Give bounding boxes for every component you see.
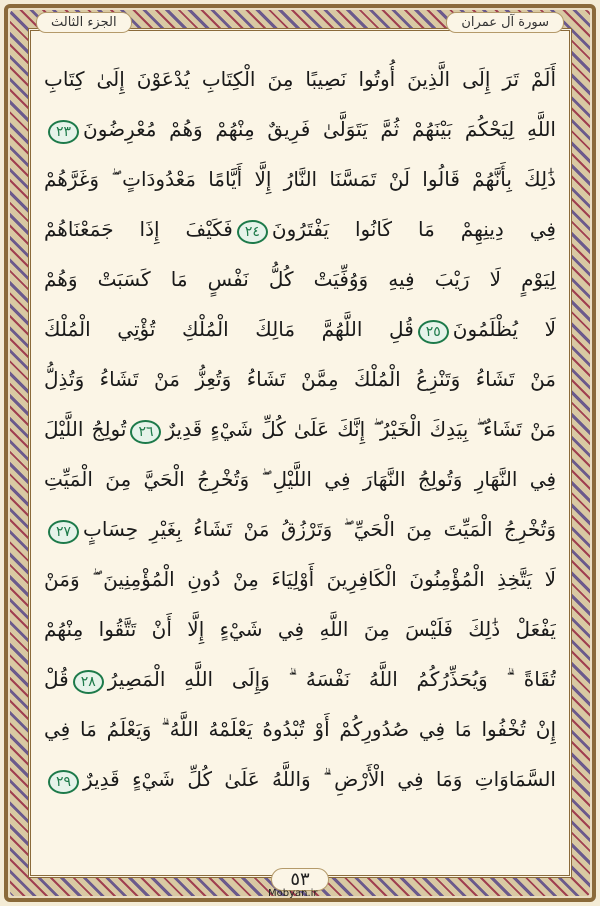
juz-label: الجزء الثالث [36, 12, 132, 33]
verse-text: فِي دِينِهِمْ مَا كَانُوا يَفْتَرُونَ [271, 217, 556, 241]
watermark: Mobyan.ir [268, 888, 318, 899]
text-line-5 [44, 254, 556, 304]
ayah-number-23: ٢٣ [48, 120, 79, 144]
verse-text: وَتُخْرِجُ الْمَيِّتَ مِنَ الْحَيِّ ۖ وَتَرْزُقُ مَنْ تَشَاءُ بِغَيْرِ حِسَابٍ [83, 517, 556, 541]
page-number: ٥٣ [271, 868, 328, 891]
text-line-13 [44, 654, 556, 704]
surah-label: سورة آل عمران [446, 12, 564, 33]
verse-text: فِي النَّهَارِ وَتُولِجُ النَّهَارَ فِي اللَّيْلِ ۖ وَتُخْرِجُ الْحَيَّ مِنَ الْمَيِّتِ [44, 467, 556, 491]
verse-text: تُولِجُ اللَّيْلَ [44, 417, 127, 441]
verse-text: إِنْ تُخْفُوا مَا فِي صُدُورِكُمْ أَوْ تُبْدُوهُ يَعْلَمْهُ اللَّهُ ۗ وَيَعْلَمُ مَا فِي [44, 717, 556, 741]
text-line-8 [44, 404, 556, 454]
text-line-12 [44, 604, 556, 654]
ayah-number-24: ٢٤ [237, 220, 268, 244]
page-header [36, 8, 564, 36]
text-line-9 [44, 454, 556, 504]
verse-text: يَفْعَلْ ذَٰلِكَ فَلَيْسَ مِنَ اللَّهِ فِي شَيْءٍ إِلَّا أَنْ تَتَّقُوا مِنْهُمْ [44, 617, 556, 641]
text-line-6 [44, 304, 556, 354]
verse-text: تُقَاةً ۗ وَيُحَذِّرُكُمُ اللَّهُ نَفْسَهُ ۗ وَإِلَى اللَّهِ الْمَصِيرُ [107, 667, 556, 691]
verse-text: مَنْ تَشَاءُ وَتَنْزِعُ الْمُلْكَ مِمَّنْ تَشَاءُ وَتُعِزُّ مَنْ تَشَاءُ وَتُذِلُّ [44, 367, 556, 391]
verse-text: فَكَيْفَ إِذَا جَمَعْنَاهُمْ [44, 217, 233, 241]
verse-text: لَا يَتَّخِذِ الْمُؤْمِنُونَ الْكَافِرِينَ أَوْلِيَاءَ مِنْ دُونِ الْمُؤْمِنِينَ ۖ وَمَنْ [44, 567, 556, 591]
text-line-4 [44, 204, 556, 254]
verse-text: ذَٰلِكَ بِأَنَّهُمْ قَالُوا لَنْ تَمَسَّنَا النَّارُ إِلَّا أَيَّامًا مَعْدُودَاتٍ ۖ وَغَرَّهُمْ [44, 167, 556, 191]
text-line-14 [44, 704, 556, 754]
text-line-10 [44, 504, 556, 554]
text-line-3 [44, 154, 556, 204]
verse-text: مَنْ تَشَاءُ ۖ بِيَدِكَ الْخَيْرُ ۖ إِنَّكَ عَلَىٰ كُلِّ شَيْءٍ قَدِيرٌ [165, 417, 556, 441]
text-line-15 [44, 754, 556, 804]
ayah-number-29: ٢٩ [48, 770, 79, 794]
ayah-number-25: ٢٥ [418, 320, 449, 344]
text-line-2 [44, 104, 556, 154]
ayah-number-27: ٢٧ [48, 520, 79, 544]
text-line-1 [44, 54, 556, 104]
ayah-number-26: ٢٦ [130, 420, 161, 444]
ayah-number-28: ٢٨ [73, 670, 104, 694]
quran-text [44, 54, 556, 854]
verse-text: قُلْ [44, 667, 69, 691]
verse-text: السَّمَاوَاتِ وَمَا فِي الْأَرْضِ ۗ وَاللَّهُ عَلَىٰ كُلِّ شَيْءٍ قَدِيرٌ [83, 767, 556, 791]
verse-text: لَا يُظْلَمُونَ [452, 317, 556, 341]
verse-text: أَلَمْ تَرَ إِلَى الَّذِينَ أُوتُوا نَصِيبًا مِنَ الْكِتَابِ يُدْعَوْنَ إِلَىٰ كِتَابِ [44, 67, 556, 91]
text-line-7 [44, 354, 556, 404]
verse-text: لِيَوْمٍ لَا رَيْبَ فِيهِ وَوُفِّيَتْ كُلُّ نَفْسٍ مَا كَسَبَتْ وَهُمْ [44, 267, 556, 291]
verse-text: قُلِ اللَّهُمَّ مَالِكَ الْمُلْكِ تُؤْتِي الْمُلْكَ [44, 317, 414, 341]
verse-text: اللَّهِ لِيَحْكُمَ بَيْنَهُمْ ثُمَّ يَتَوَلَّىٰ فَرِيقٌ مِنْهُمْ وَهُمْ مُعْرِضُونَ [83, 117, 556, 141]
text-line-11 [44, 554, 556, 604]
